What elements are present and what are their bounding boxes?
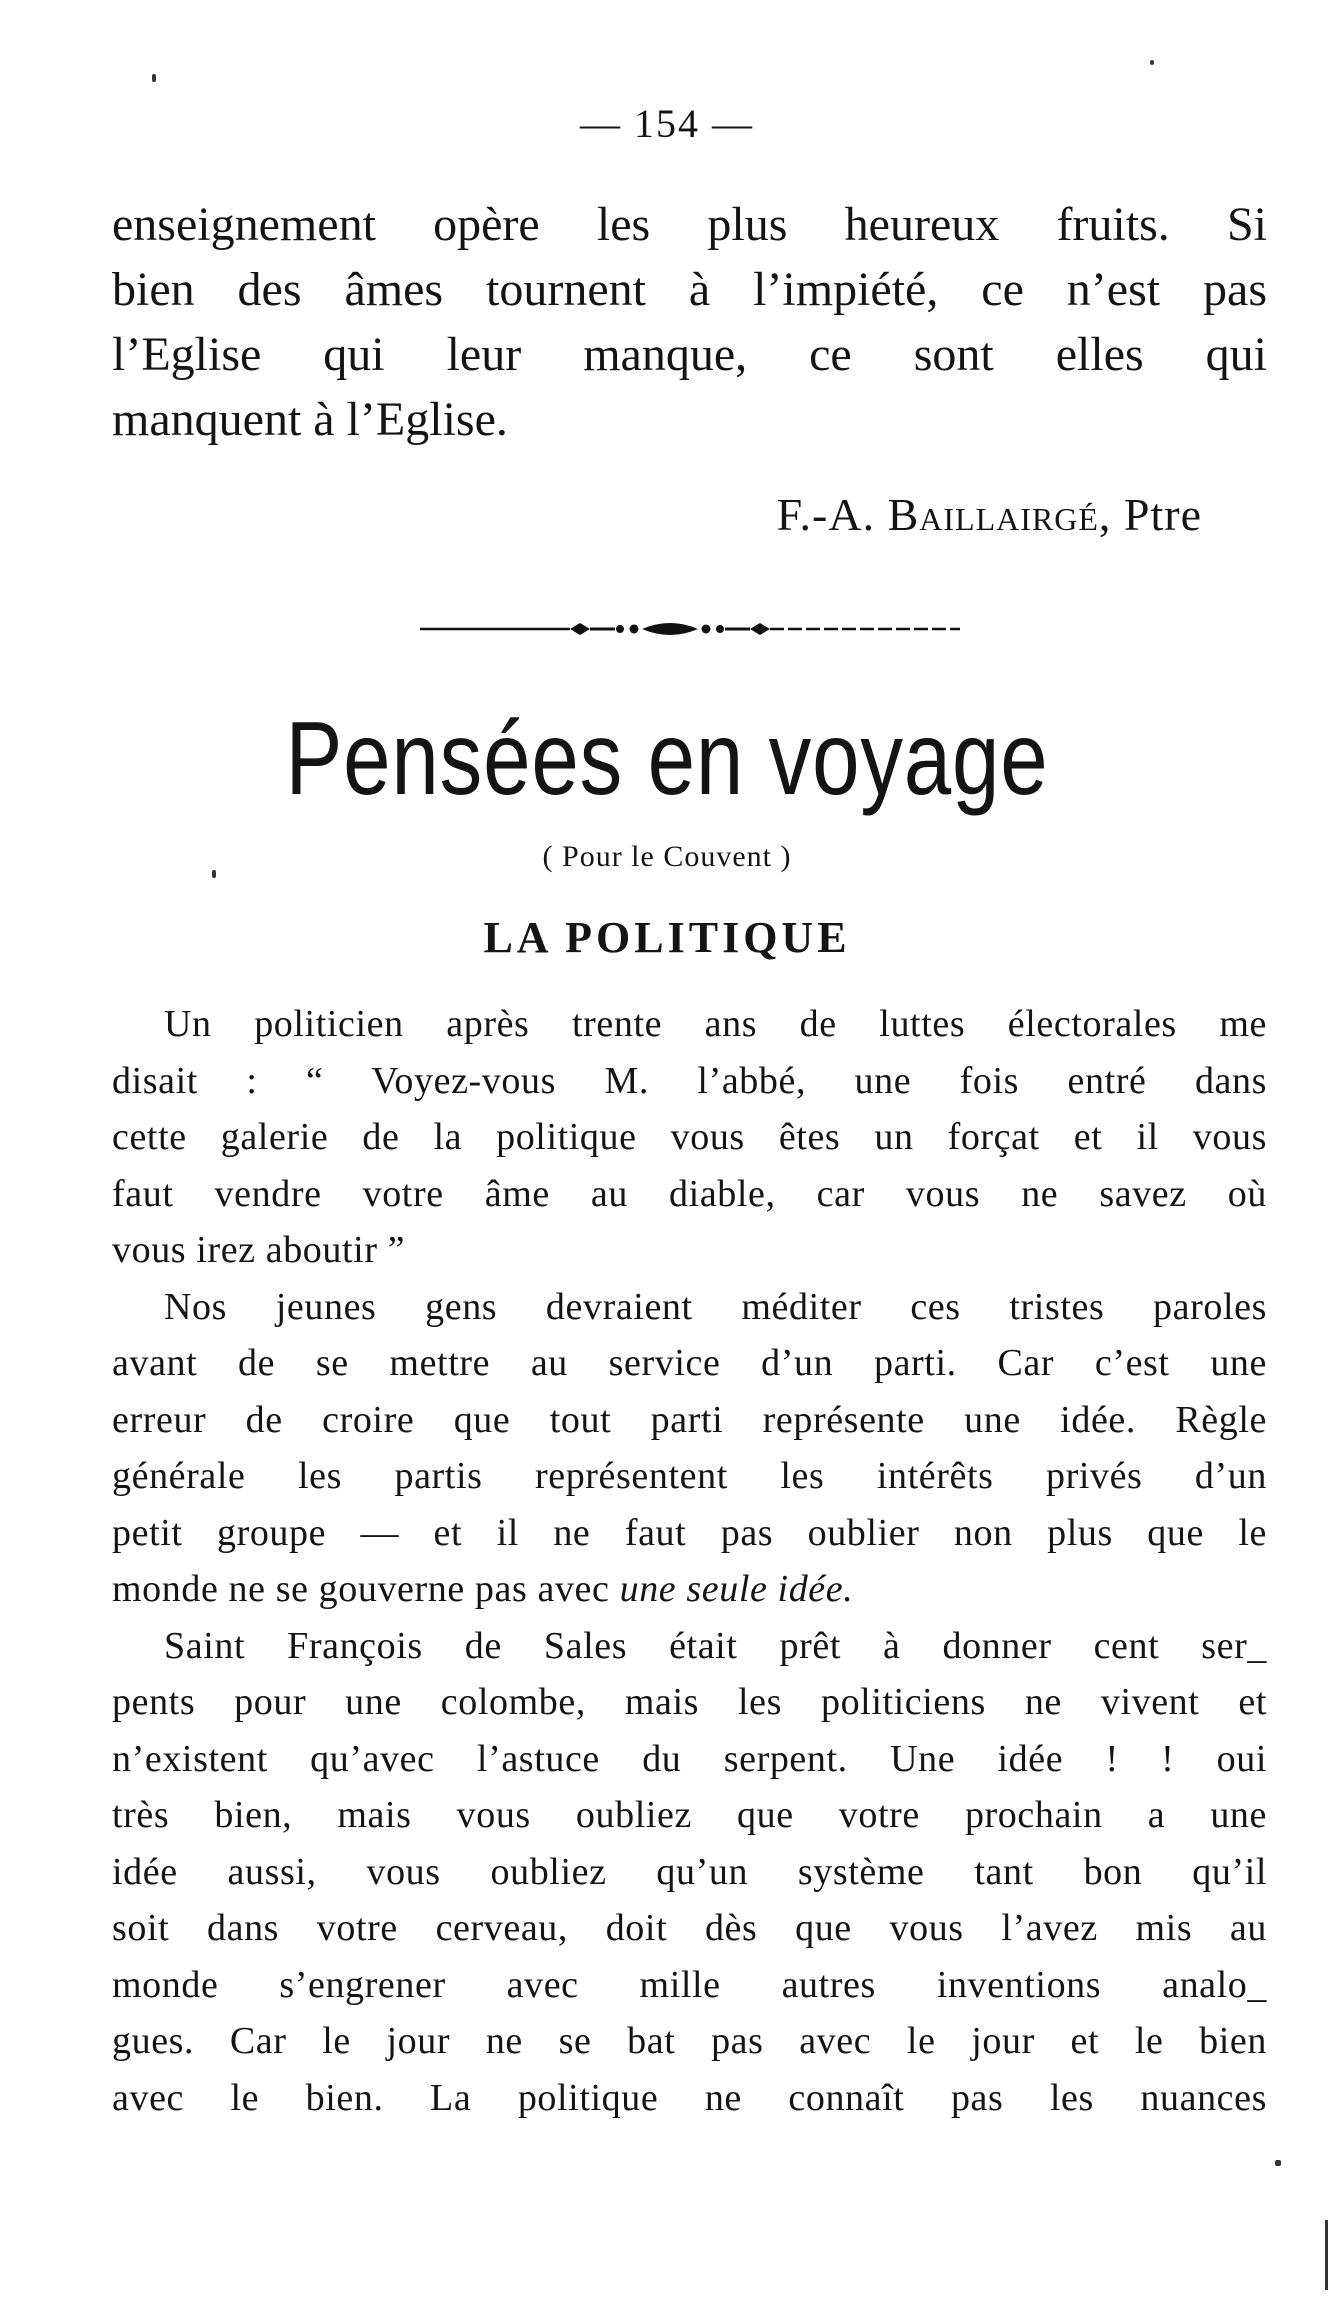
text-line: Un politicien après trente ans de luttes électorales me bbox=[164, 1003, 1267, 1045]
text-line: cette galerie de la politique vous êtes un forçat et il vous bbox=[112, 1116, 1267, 1158]
text-line: faut vendre votre âme au diable, car vous ne savez où bbox=[112, 1172, 1267, 1215]
paragraph bbox=[112, 1279, 1267, 1618]
signature-suffix: , Ptre bbox=[1098, 489, 1202, 540]
scan-speck bbox=[1150, 60, 1154, 65]
text-line: petit groupe — et il ne faut pas oublier non plus que le bbox=[112, 1511, 1267, 1554]
scan-edge-mark bbox=[1325, 2220, 1328, 2290]
text-line: très bien, mais vous oubliez que votre prochain a une bbox=[112, 1794, 1267, 1836]
text-line: avant de se mettre au service d’un parti. Car c’est une bbox=[112, 1342, 1267, 1384]
text-line: disait : “ Voyez-vous M. l’abbé, une fois entré dans bbox=[112, 1059, 1267, 1102]
text-line: bien des âmes tournent à l’impiété, ce n’est pas bbox=[112, 263, 1267, 316]
section-heading: LA POLITIQUE bbox=[483, 913, 851, 962]
text-line: gues. Car le jour ne se bat pas avec le jour et le bien bbox=[112, 2020, 1267, 2062]
text-line: n’existent qu’avec l’astuce du serpent. Une idée ! ! oui bbox=[112, 1737, 1267, 1780]
text-line: Saint François de Sales était prêt à donner cent ser_ bbox=[164, 1624, 1267, 1667]
article-subtitle: ( Pour le Couvent ) bbox=[542, 840, 792, 873]
text-line: l’Eglise qui leur manque, ce sont elles qui bbox=[112, 328, 1267, 381]
article-body bbox=[112, 996, 1267, 2126]
text-line: enseignement opère les plus heureux fruits. Si bbox=[112, 198, 1267, 251]
text-line: soit dans votre cerveau, doit dès que vous l’avez mis au bbox=[112, 1907, 1267, 1949]
text-line bbox=[112, 1561, 1267, 1618]
scan-speck bbox=[212, 870, 216, 878]
text-line: avec le bien. La politique ne connaît pas les nuances bbox=[112, 2076, 1267, 2119]
text-line: erreur de croire que tout parti représente une idée. Règle bbox=[112, 1398, 1267, 1441]
ornamental-divider bbox=[420, 614, 960, 644]
signature-surname: Baillairgé bbox=[887, 489, 1099, 540]
closing-paragraph-text bbox=[112, 192, 1267, 452]
text-line: idée aussi, vous oubliez qu’un système tant bon qu’il bbox=[112, 1850, 1267, 1893]
author-signature bbox=[777, 488, 1202, 541]
paragraph bbox=[112, 996, 1267, 1279]
text-line: manquent à l’Eglise. bbox=[112, 393, 508, 446]
closing-paragraph bbox=[112, 192, 1267, 452]
scan-speck bbox=[1275, 2160, 1281, 2166]
scan-speck bbox=[152, 74, 156, 82]
paragraph bbox=[112, 1618, 1267, 2127]
emphasized-text: une seule idée. bbox=[619, 1568, 854, 1610]
text-fragment: monde ne se gouverne pas avec bbox=[112, 1568, 620, 1610]
text-line: Nos jeunes gens devraient méditer ces tristes paroles bbox=[164, 1285, 1267, 1328]
text-line: vous irez aboutir ” bbox=[112, 1229, 406, 1271]
text-line: pents pour une colombe, mais les politiciens ne vivent et bbox=[112, 1681, 1267, 1723]
signature-initials: F.-A. bbox=[776, 489, 888, 540]
page-number: — 154 — bbox=[580, 101, 754, 146]
article-title: Pensées en voyage bbox=[285, 701, 1049, 817]
text-line: monde s’engrener avec mille autres inventions analo_ bbox=[112, 1963, 1267, 2006]
text-line: générale les partis représentent les intérêts privés d’un bbox=[112, 1455, 1267, 1497]
